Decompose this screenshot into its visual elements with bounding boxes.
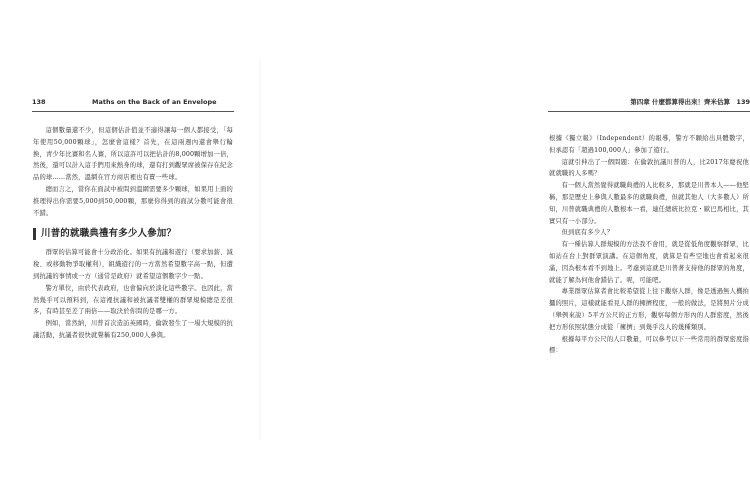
paragraph: 根據《獨立報》（Independent）的報導，警方不願給出具體數字，但承認有「超過100,000人」參加了遊行。 xyxy=(549,135,749,154)
heading-marker-bar xyxy=(33,228,36,240)
paragraph: 這就引伸出了一個問題：在倫敦抗議川普的人，比2017年慶祝他就就職的人多嗎？ xyxy=(549,158,749,178)
paragraph: 警方單位，由於代表政府，也會偏向於淡化這些數字。也因此，當然幾乎可以預料到，在這裡抗議和被抗議者雙權的群眾規模總是差很多，有時甚至差了兩倍——取決於你問的是哪一方。 xyxy=(33,284,233,316)
right-body-text xyxy=(549,133,749,357)
running-title-right xyxy=(630,98,730,107)
right-running-head xyxy=(548,98,750,112)
paragraph: 專業群眾估算者會比較希望從上往下觀察人群，像是透過無人機拍攝的照片，這樣就能看見人群的擁擠程度，一般的做法，是將照片分成（舉例來說）5平方公尺的正方形，觀察每個方形內的人群密度，然後把方形依照狀態分成從「擁擠」到幾乎沒人的幾種類別。 xyxy=(549,288,749,331)
chapter-title: 什麼都算得出來！齊米估算 xyxy=(652,98,730,106)
paragraph: 但到底有多少人？ xyxy=(561,229,614,237)
paragraph: 這個數量還不少，但這個估計值並不適得讓每一個人都接受，「每年使用50,000顆球」，怎麼會這樣？首先，在這兩週內還會舉行輪換，青少年比賽和名人賽，所以這許可以把估計的8,000顆增加一倍，然後，還可以計入這手們用來熱身的球，還有打到觀眾席被保存在紀念品的球……當然，溫網在官方商店裡也有賣一些球。 xyxy=(33,127,233,182)
page-number-right: 139 xyxy=(736,98,750,106)
book-gutter xyxy=(259,60,261,440)
paragraph: 群眾的估算可能會十分政治化。如果有抗議和遊行（要求加薪、減稅、或移動物爭取權利），組織遊行的一方當然希望數字高一點，但遭到抗議的事情或一方（通常是政府）就希望這個數字少一點。 xyxy=(33,249,233,280)
paragraph: 有一個人當然覺得就職典禮的人比較多，那就是川普本人——他堅稱，那是歷史上參與人數最多的就職典禮，但就其他人（大多數人）所知，川普就職典禮的人數根本一看，連任總統比拉克・歐巴馬相比，其實只有一小部分。 xyxy=(549,182,749,225)
section-heading xyxy=(33,227,233,241)
paragraph: 有一種估算人群規模的方法我不會用，就是從低角度觀察群眾，比如站在台上對群眾演講。在這個角度，就算是有些空地也會看起來很滿，因為根本看不到地上。考慮到這就是川普著支持他的群眾的角度，就能了解為何他會錯估了。呢，可能吧。 xyxy=(549,241,749,284)
chapter-label: 第四章 xyxy=(630,98,650,106)
paragraph: 例如，當然納，川普首次造訪英國時，倫敦發生了一場大規模的抗議活動，抗議者很快就聲稱有250,000人參與。 xyxy=(33,320,233,339)
running-title-left: Maths on the Back of an Envelope xyxy=(92,98,217,106)
section-heading-text: 川普的就職典禮有多少人參加？ xyxy=(41,228,177,240)
paragraph: 根據每平方公尺的人口數量，可以參考以下一些常用的群眾密度指標： xyxy=(549,335,749,355)
paragraph: 總而言之，當你在面試中被問到溫網需要多少顆球，如果用上面的推理得出你需要5,000到50,000顆，那麼你得到的面試分數可能會很不錯。 xyxy=(33,185,233,217)
left-running-head xyxy=(32,98,234,112)
page-number-left: 138 xyxy=(32,98,46,106)
left-body-text xyxy=(33,125,233,342)
